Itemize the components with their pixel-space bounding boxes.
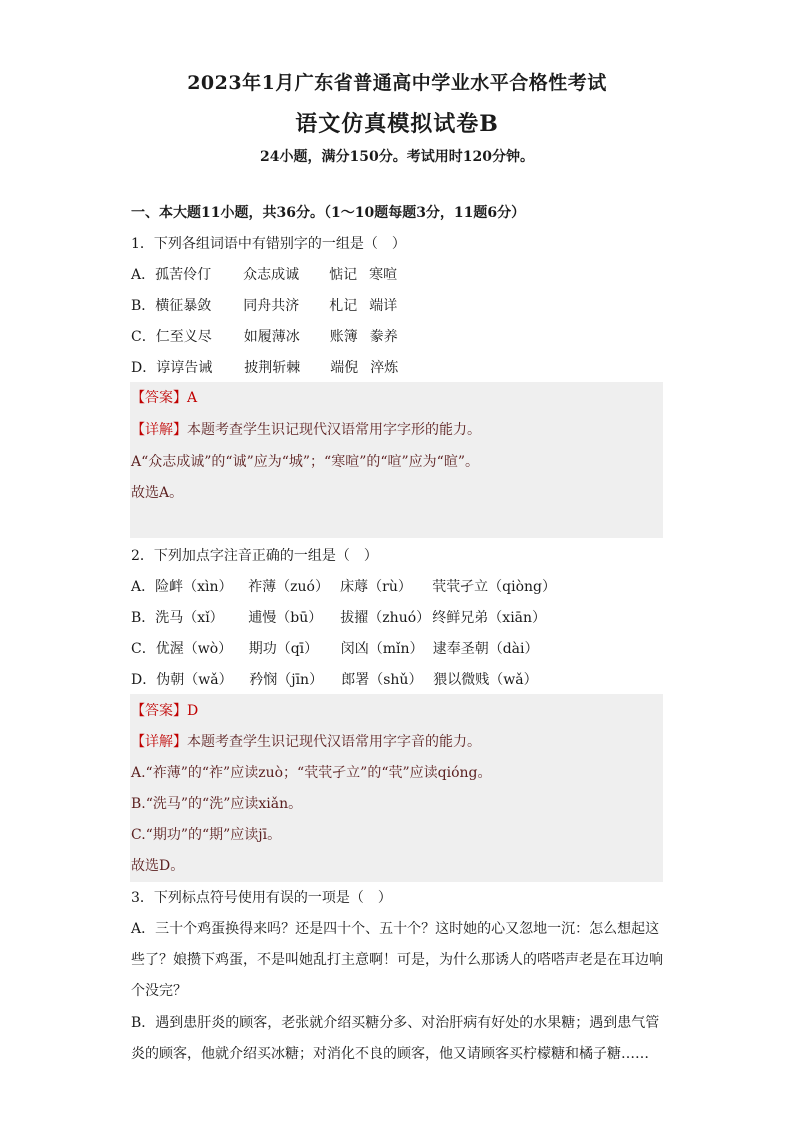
detail-tag: 【详解】	[131, 734, 187, 750]
option-word: 札记	[329, 298, 358, 314]
option-word: 端倪	[330, 360, 359, 376]
option-word: 账簿	[329, 329, 358, 345]
answer-value: D	[187, 703, 199, 719]
q2-option-c[interactable]	[131, 639, 539, 659]
option-word: 伪朝（wǎ）	[156, 672, 233, 688]
section-heading: 一、本大题11小题，共36分。（1～10题每题3分，11题6分）	[131, 205, 526, 221]
detail-text: 本题考查学生识记现代汉语常用字字音的能力。	[187, 734, 481, 750]
option-word: 险衅（xìn）	[155, 579, 233, 595]
q2-answer-panel	[130, 694, 663, 882]
answer-value: A	[187, 390, 198, 406]
q1-option-a[interactable]	[131, 265, 397, 285]
q2-stem: 2．下列加点字注音正确的一组是（ ）	[131, 548, 378, 564]
option-word: 孤苦伶仃	[155, 267, 212, 283]
answer-tag: 【答案】	[131, 390, 187, 406]
q2-conclusion: 故选D。	[131, 858, 185, 874]
option-word: 茕茕孑立（qiòng）	[432, 579, 556, 595]
option-label: A．	[131, 267, 156, 283]
q2-explain-b: B.“洗马”的“洗”应读xiǎn。	[131, 796, 303, 812]
q1-explain: A“众志成诚”的“诚”应为“城”；“寒喧”的“喧”应为“暄”。	[131, 454, 479, 470]
option-word: 淬炼	[370, 360, 399, 376]
option-word: 洗马（xǐ）	[155, 610, 224, 626]
exam-subtitle: 语文仿真模拟试卷B	[295, 111, 499, 137]
option-word: 横征暴敛	[155, 298, 212, 314]
q2-explain-a: A.“祚薄”的“祚”应读zuò；“茕茕孑立”的“茕”应读qióng。	[131, 765, 492, 781]
detail-tag: 【详解】	[131, 422, 187, 438]
option-word: 优渥（wò）	[155, 641, 233, 657]
option-word: 如履薄冰	[243, 329, 300, 345]
q1-option-d[interactable]	[131, 358, 398, 378]
option-word: 郎署（shǔ）	[341, 672, 423, 688]
q3-option-a-line1[interactable]: A．三十个鸡蛋换得来吗？还是四十个、五十个？这时她的心又忽地一沉：怎么想起这	[131, 921, 660, 937]
q3-option-a-line2[interactable]: 些了？娘攒下鸡蛋，不是叫她乱打主意啊！可是，为什么那诱人的嗒嗒声老是在耳边响	[131, 952, 663, 968]
option-label: B．	[131, 610, 156, 626]
option-word: 逮奉圣朝（dài）	[432, 641, 539, 657]
option-label: B．	[131, 298, 156, 314]
option-word: 众志成诚	[243, 267, 300, 283]
option-word: 期功（qī）	[248, 641, 319, 657]
q3-option-a-line3[interactable]: 个没完？	[131, 983, 187, 999]
q1-answer	[131, 388, 197, 408]
option-word: 祚薄（zuó）	[248, 579, 329, 595]
q2-answer	[131, 701, 198, 721]
option-word: 闵凶（mǐn）	[340, 641, 424, 657]
q2-explain-c: C.“期功”的“期”应读jī。	[131, 827, 282, 843]
option-word: 端详	[369, 298, 398, 314]
detail-text: 本题考查学生识记现代汉语常用字字形的能力。	[187, 422, 481, 438]
q1-detail	[131, 420, 481, 440]
q1-option-c[interactable]	[131, 327, 398, 347]
q2-option-a[interactable]	[131, 577, 556, 597]
exam-title: 2023年1月广东省普通高中学业水平合格性考试	[187, 72, 607, 94]
option-word: 谆谆告诫	[156, 360, 213, 376]
option-word: 寒喧	[369, 267, 398, 283]
option-label: D．	[131, 672, 157, 688]
option-label: C．	[131, 329, 156, 345]
option-word: 同舟共济	[243, 298, 300, 314]
option-word: 床蓐（rù）	[340, 579, 412, 595]
option-word: 仁至义尽	[155, 329, 212, 345]
option-word: 豢养	[369, 329, 398, 345]
q3-option-b-line1[interactable]: B．遇到患肝炎的顾客，老张就介绍买糖分多、对治肝病有好处的水果糖；遇到患气管	[131, 1015, 660, 1031]
q1-option-b[interactable]	[131, 296, 397, 316]
option-word: 逋慢（bū）	[248, 610, 323, 626]
option-word: 矜悯（jīn）	[249, 672, 324, 688]
option-label: C．	[131, 641, 156, 657]
option-word: 猥以微贱（wǎ）	[433, 672, 538, 688]
q2-option-d[interactable]	[131, 670, 538, 690]
option-word: 惦记	[329, 267, 358, 283]
q1-stem: 1．下列各组词语中有错别字的一组是（ ）	[131, 236, 406, 252]
q1-conclusion: 故选A。	[131, 485, 184, 501]
exam-info: 24小题，满分150分。考试用时120分钟。	[260, 149, 534, 165]
q2-option-b[interactable]	[131, 608, 546, 628]
option-word: 披荆斩棘	[244, 360, 301, 376]
q3-option-b-line2[interactable]: 炎的顾客，他就介绍买冰糖；对消化不良的顾客，他又请顾客买柠檬糖和橘子糖……	[131, 1046, 649, 1062]
option-label: A．	[131, 579, 156, 595]
option-label: D．	[131, 360, 157, 376]
answer-tag: 【答案】	[131, 703, 187, 719]
q3-stem: 3．下列标点符号使用有误的一项是（ ）	[131, 890, 392, 906]
q2-detail	[131, 732, 481, 752]
option-word: 终鲜兄弟（xiān）	[432, 610, 547, 626]
option-word: 拔擢（zhuó）	[340, 610, 431, 626]
